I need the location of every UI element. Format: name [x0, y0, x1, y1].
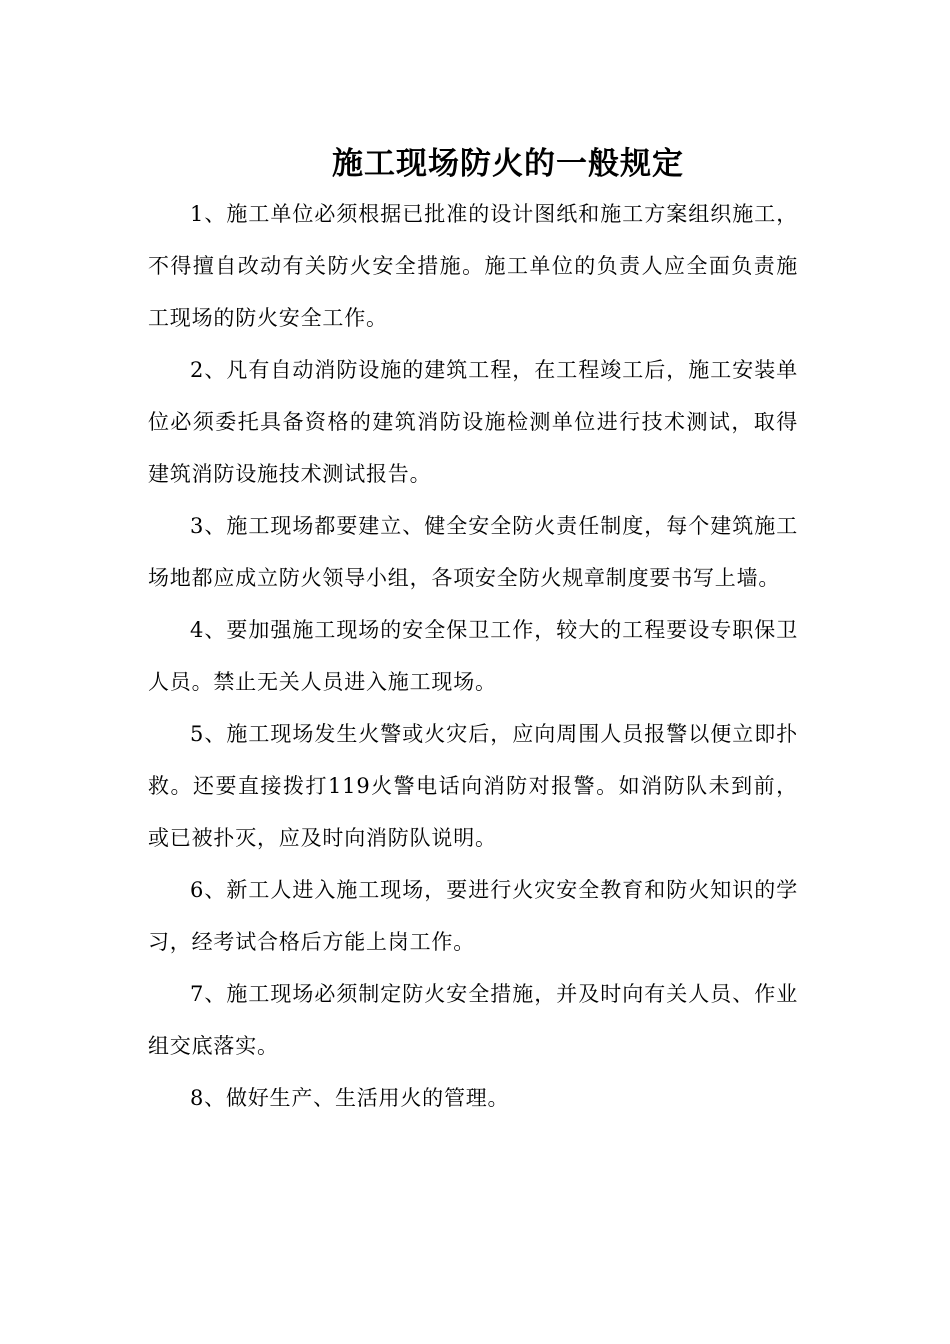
paragraph-8: 8、做好生产、生活用火的管理。	[190, 1086, 510, 1110]
paragraph-3: 3、施工现场都要建立、健全安全防火责任制度，每个建筑施工场地都应成立防火领导小组，各项安全防火规章制度要书写上墙。	[148, 514, 798, 590]
paragraph-5: 5、施工现场发生火警或火灾后，应向周围人员报警以便立即扑救。还要直接拨打119火警电话向消防对报警。如消防队未到前，或已被扑灭，应及时向消防队说明。	[148, 722, 798, 850]
paragraph-2: 2、凡有自动消防设施的建筑工程，在工程竣工后，施工安装单位必须委托具备资格的建筑消防设施检测单位进行技术测试，取得建筑消防设施技术测试报告。	[148, 358, 798, 486]
paragraph-4: 4、要加强施工现场的安全保卫工作，较大的工程要设专职保卫人员。禁止无关人员进入施工现场。	[148, 618, 798, 694]
document-body	[148, 188, 798, 1124]
page-title: 施工现场防火的一般规定	[332, 145, 684, 182]
paragraph-6: 6、新工人进入施工现场，要进行火灾安全教育和防火知识的学习，经考试合格后方能上岗工作。	[148, 878, 798, 954]
paragraph-1: 1、施工单位必须根据已批准的设计图纸和施工方案组织施工，不得擅自改动有关防火安全措施。施工单位的负责人应全面负责施工现场的防火安全工作。	[148, 202, 798, 330]
paragraph-7: 7、施工现场必须制定防火安全措施，并及时向有关人员、作业组交底落实。	[148, 982, 798, 1058]
